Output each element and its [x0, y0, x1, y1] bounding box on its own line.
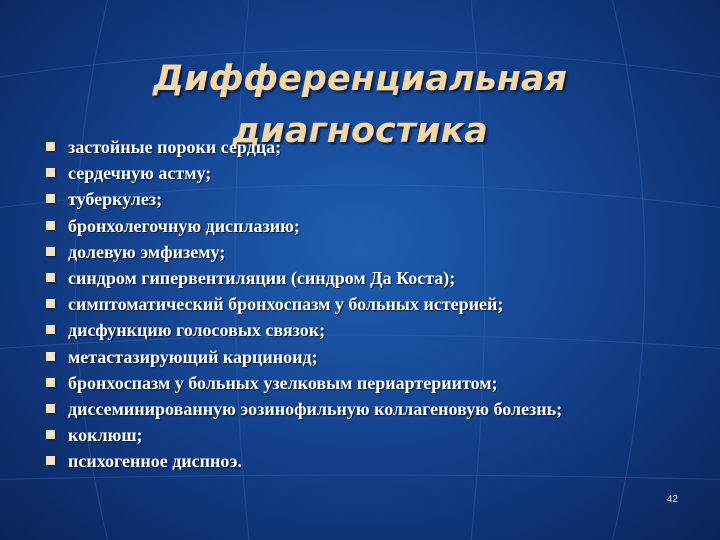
- square-bullet-icon: [46, 352, 55, 361]
- list-item-text: туберкулез;: [68, 189, 163, 210]
- list-item: [40, 213, 700, 239]
- square-bullet-icon: [46, 325, 55, 334]
- list-item: [40, 317, 700, 343]
- list-item: [40, 134, 700, 160]
- diagnosis-list: [40, 134, 700, 474]
- square-bullet-icon: [46, 247, 55, 256]
- list-item-text: сердечную астму;: [68, 163, 212, 184]
- list-item-text: бронхолегочную дисплазию;: [68, 215, 300, 236]
- square-bullet-icon: [46, 404, 55, 413]
- list-item: [40, 160, 700, 186]
- list-item: [40, 265, 700, 291]
- slide-title-line-2: диагностика: [232, 111, 488, 152]
- list-item: [40, 448, 700, 474]
- square-bullet-icon: [46, 194, 55, 203]
- page-number: 42: [666, 494, 678, 505]
- list-item-text: психогенное диспноэ.: [68, 451, 242, 472]
- square-bullet-icon: [46, 456, 55, 465]
- list-item: [40, 344, 700, 370]
- square-bullet-icon: [46, 168, 55, 177]
- square-bullet-icon: [46, 273, 55, 282]
- square-bullet-icon: [46, 142, 55, 151]
- list-item: [40, 370, 700, 396]
- square-bullet-icon: [46, 378, 55, 387]
- list-item-text: дисфункцию голосовых связок;: [68, 320, 326, 341]
- list-item-text: коклюш;: [68, 425, 143, 446]
- list-item-text: синдром гипервентиляции (синдром Да Коста);: [68, 267, 456, 288]
- square-bullet-icon: [46, 430, 55, 439]
- list-item-text: долевую эмфизему;: [68, 241, 226, 262]
- square-bullet-icon: [46, 299, 55, 308]
- list-item: [40, 422, 700, 448]
- list-item-text: симптоматический бронхоспазм у больных истерией;: [68, 294, 504, 315]
- list-item: [40, 239, 700, 265]
- list-item: [40, 396, 700, 422]
- list-item: [40, 186, 700, 212]
- square-bullet-icon: [46, 221, 55, 230]
- list-item-text: застойные пороки сердца;: [68, 137, 282, 157]
- list-item-text: бронхоспазм у больных узелковым периартериитом;: [68, 372, 498, 393]
- slide-title-line-1: Дифференциальная: [153, 59, 567, 100]
- list-item-text: метастазирующий карциноид;: [68, 346, 318, 367]
- list-item-text: диссеминированную эозинофильную коллагеновую болезнь;: [68, 398, 563, 419]
- list-item: [40, 291, 700, 317]
